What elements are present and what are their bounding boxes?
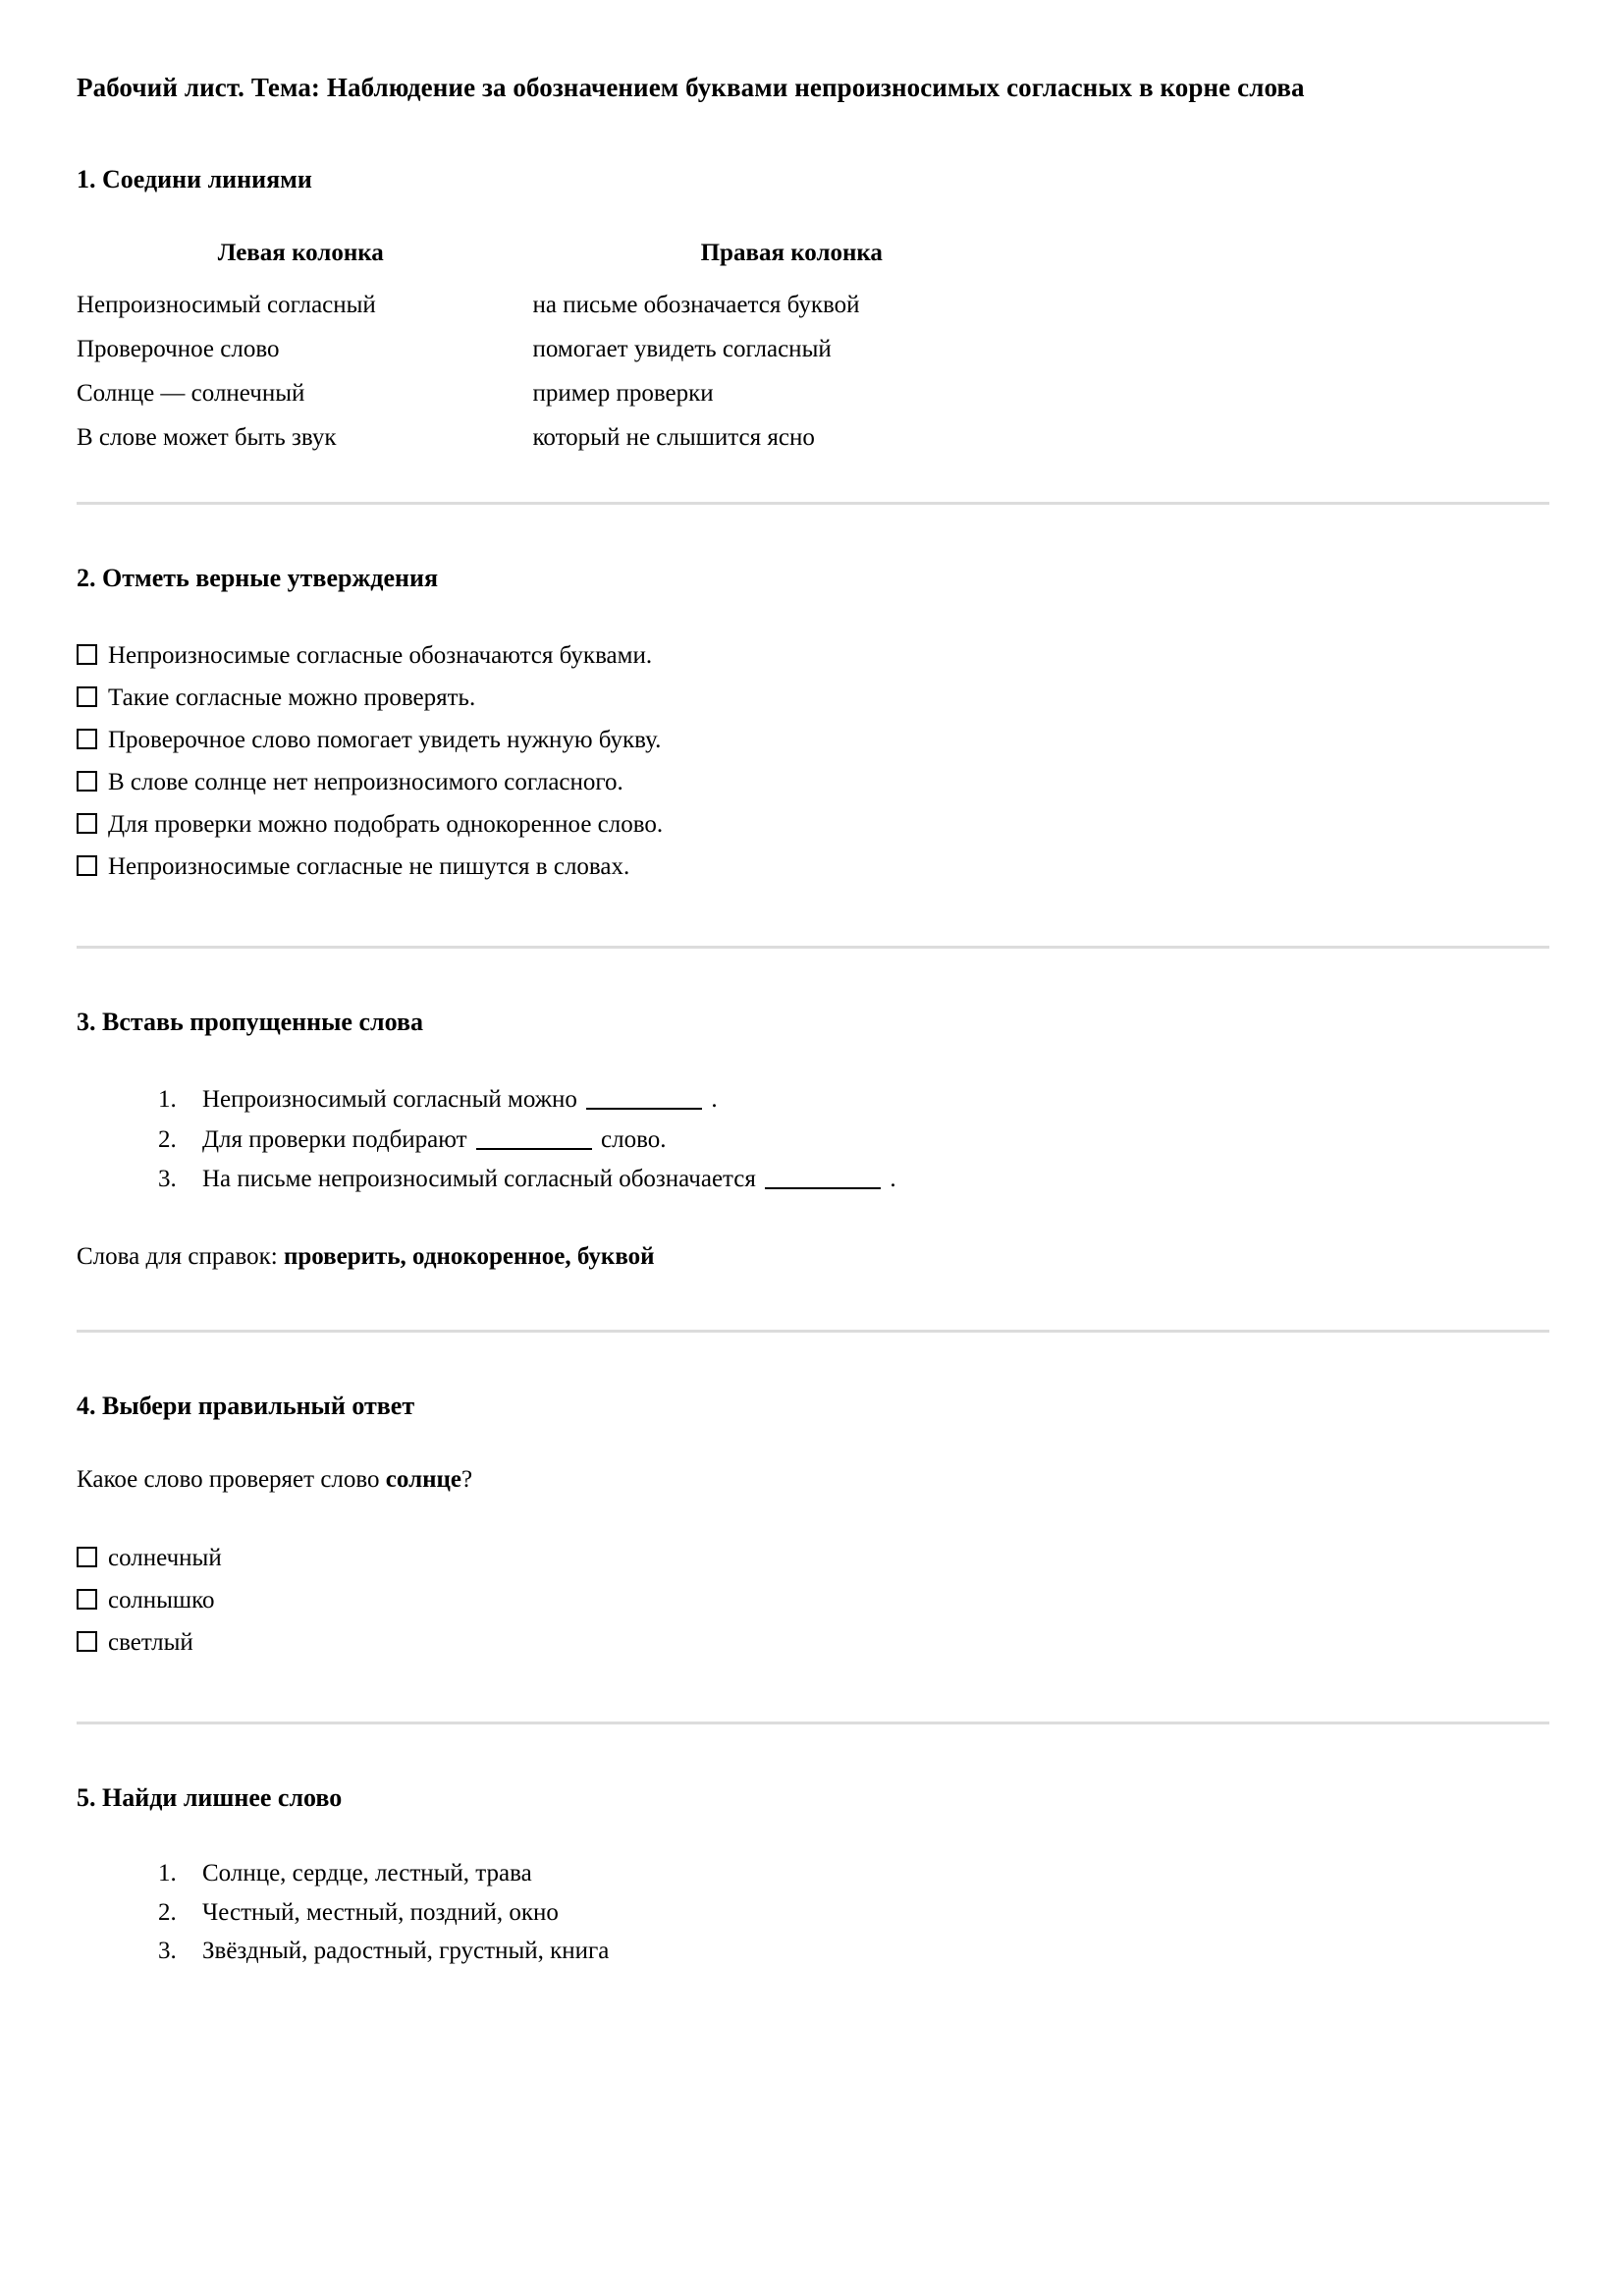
table-row xyxy=(77,416,1058,461)
checkbox-icon[interactable] xyxy=(77,855,97,876)
section-true-statements xyxy=(77,562,1549,890)
blank-sentence-prefix: Для проверки подбирают xyxy=(202,1125,467,1153)
checkbox-icon[interactable] xyxy=(77,1547,97,1567)
column-header-left: Левая колонка xyxy=(217,240,384,267)
checkbox-icon[interactable] xyxy=(77,729,97,749)
list-item[interactable] xyxy=(77,1538,1549,1580)
section-3-heading: 3. Вставь пропущенные слова xyxy=(77,1008,423,1037)
list-item xyxy=(183,1160,1549,1200)
spacer xyxy=(77,1665,1549,1722)
table-row xyxy=(77,372,1058,416)
list-item[interactable]: 2. Честный, местный, поздний, окно xyxy=(183,1894,1549,1934)
spacer xyxy=(77,1039,1549,1080)
option-label: светлый xyxy=(108,1628,193,1656)
spacer xyxy=(77,949,1549,1006)
table-row xyxy=(77,328,1058,372)
question-prefix: Какое слово проверяет слово xyxy=(77,1466,380,1494)
statement-checkbox-list xyxy=(77,635,1549,889)
spacer xyxy=(77,1273,1549,1330)
list-item[interactable]: 3. Звёздный, радостный, грустный, книга xyxy=(183,1933,1549,1972)
odd-word-list xyxy=(77,1855,1549,1972)
section-odd-one-out xyxy=(77,1781,1549,1972)
match-right-item[interactable]: пример проверки xyxy=(532,379,714,407)
match-left-item[interactable]: Солнце — солнечный xyxy=(77,379,305,407)
spacer xyxy=(77,1814,1549,1855)
spacer xyxy=(77,1423,1549,1464)
statement-label: Непроизносимые согласные не пишутся в словах. xyxy=(108,853,630,881)
section-4-heading: 4. Выбери правильный ответ xyxy=(77,1392,415,1421)
section-2-heading: 2. Отметь верные утверждения xyxy=(77,563,439,592)
blank-input[interactable] xyxy=(586,1083,702,1110)
list-item[interactable] xyxy=(77,1622,1549,1665)
question-suffix: ? xyxy=(461,1466,473,1494)
column-header-right: Правая колонка xyxy=(700,240,883,267)
blank-sentence-prefix: Непроизносимый согласный можно xyxy=(202,1086,577,1114)
spacer xyxy=(77,889,1549,946)
statement-label: Для проверки можно подобрать однокоренное слово. xyxy=(108,811,664,839)
match-left-item[interactable]: Проверочное слово xyxy=(77,335,280,362)
question-keyword: солнце xyxy=(385,1466,461,1494)
section-fill-blanks xyxy=(77,1006,1549,1273)
checkbox-icon[interactable] xyxy=(77,813,97,834)
section-match xyxy=(77,163,1549,460)
spacer xyxy=(77,461,1549,502)
spacer xyxy=(77,1497,1549,1538)
list-item[interactable]: 1. Солнце, сердце, лестный, трава xyxy=(183,1855,1549,1894)
list-item[interactable] xyxy=(77,720,1549,762)
blank-sentence-suffix: слово. xyxy=(601,1125,667,1153)
blank-input[interactable] xyxy=(476,1123,592,1150)
blank-input[interactable] xyxy=(765,1163,881,1189)
statement-label: Непроизносимые согласные обозначаются буквами. xyxy=(108,642,653,670)
spacer xyxy=(77,1333,1549,1390)
match-right-item[interactable]: который не слышится ясно xyxy=(532,423,815,451)
checkbox-icon[interactable] xyxy=(77,1589,97,1610)
spacer xyxy=(77,106,1549,163)
statement-label: В слове солнце нет непроизносимого согласного. xyxy=(108,769,623,796)
checkbox-icon[interactable] xyxy=(77,644,97,665)
section-5-heading: 5. Найди лишнее слово xyxy=(77,1782,343,1812)
spacer xyxy=(77,594,1549,635)
spacer xyxy=(77,1200,1549,1241)
option-label: солнечный xyxy=(108,1544,222,1571)
blank-sentence-suffix: . xyxy=(711,1086,718,1114)
list-item[interactable] xyxy=(77,762,1549,804)
section-1-heading: 1. Соедини линиями xyxy=(77,165,312,194)
list-item xyxy=(183,1080,1549,1121)
spacer xyxy=(77,1724,1549,1781)
match-right-item[interactable]: помогает увидеть согласный xyxy=(532,335,832,362)
list-item[interactable] xyxy=(77,847,1549,889)
page-title: Рабочий лист. Тема: Наблюдение за обозначением буквами непроизносимых согласных в корне слова xyxy=(77,73,1305,102)
spacer xyxy=(77,505,1549,562)
blank-sentence-suffix: . xyxy=(890,1166,896,1193)
spacer xyxy=(77,196,1549,238)
list-item[interactable] xyxy=(77,635,1549,678)
reference-words-values: проверить, однокоренное, буквой xyxy=(283,1242,655,1270)
checkbox-icon[interactable] xyxy=(77,686,97,707)
option-label: солнышко xyxy=(108,1586,215,1613)
checkbox-icon[interactable] xyxy=(77,771,97,792)
match-left-item[interactable]: Непроизносимый согласный xyxy=(77,291,376,318)
checkbox-icon[interactable] xyxy=(77,1631,97,1652)
section-multiple-choice xyxy=(77,1390,1549,1664)
fill-blank-list xyxy=(77,1080,1549,1200)
list-item[interactable] xyxy=(77,678,1549,720)
statement-label: Проверочное слово помогает увидеть нужную букву. xyxy=(108,727,662,754)
table-row xyxy=(77,284,1058,328)
answer-option-list xyxy=(77,1538,1549,1665)
match-right-item[interactable]: на письме обозначается буквой xyxy=(532,291,860,318)
reference-words-label: Слова для справок: xyxy=(77,1242,278,1270)
list-item xyxy=(183,1121,1549,1161)
reference-words-line xyxy=(77,1241,1549,1274)
table-header-row xyxy=(77,238,1058,284)
matching-table xyxy=(77,238,1058,461)
match-left-item[interactable]: В слове может быть звук xyxy=(77,423,337,451)
list-item[interactable] xyxy=(77,1580,1549,1622)
list-item[interactable] xyxy=(77,804,1549,847)
blank-sentence-prefix: На письме непроизносимый согласный обозначается xyxy=(202,1166,756,1193)
statement-label: Такие согласные можно проверять. xyxy=(108,684,476,712)
multiple-choice-question xyxy=(77,1464,1549,1497)
